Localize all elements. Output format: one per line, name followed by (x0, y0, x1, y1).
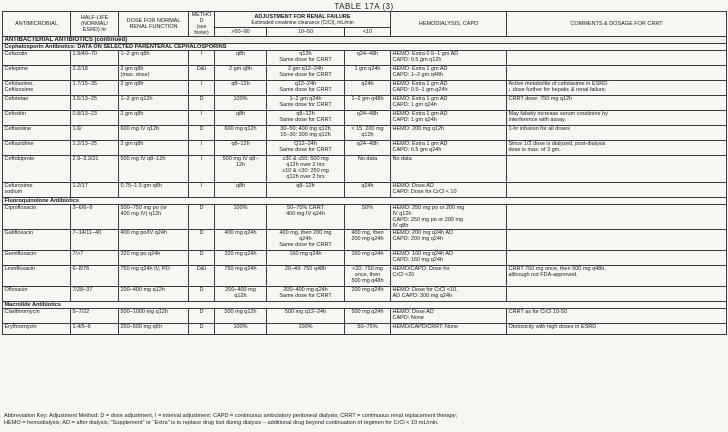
cell-method: I (189, 81, 215, 96)
cell-comments (507, 66, 727, 81)
cell-normal-dose: 0.75–1.5 gm q8h (119, 183, 189, 198)
cell-normal-dose: 600 mg IV q12h (119, 126, 189, 141)
cell-dose-lt10: <20: 750 mg once, then 500 mg q48h (345, 266, 391, 287)
cell-dose-lt10: 200 mg q24h (345, 287, 391, 302)
cell-normal-dose: 750 mg q24h IV, PO (119, 266, 189, 287)
header-antimicrobial: ANTIMICROBIAL (3, 12, 71, 37)
cell-half-life: 1.9/40–70 (71, 51, 119, 66)
cell-normal-dose: 500–1000 mg q12h (119, 309, 189, 324)
cell-method: D (189, 309, 215, 324)
cell-dose-10-50: q8–12h (267, 183, 345, 198)
cell-normal-dose: 500–750 mg po (or 400 mg IV) q12h (119, 205, 189, 230)
cell-half-life: 1.4/5–6 (71, 324, 119, 335)
cell-dose-lt10: < 15: 200 mg q12h (345, 126, 391, 141)
cell-dose-lt10: q24–48h (345, 141, 391, 156)
cell-half-life: 1.2/13–25 (71, 141, 119, 156)
cell-hemodialysis: HEMO: 200 mg q12h (391, 126, 507, 141)
cell-dose-lt10: 500 mg q24h (345, 309, 391, 324)
table-row (3, 96, 727, 111)
table-row (3, 141, 727, 156)
table-row (3, 287, 727, 302)
cell-dose-10-50: 500 mg q12–24h (267, 309, 345, 324)
cell-drug-name: Gatifloxacin (3, 230, 71, 251)
cell-dose-gt50: 100% (215, 205, 267, 230)
cell-hemodialysis: HEMO: Extra 1 gm AD CAPD: 1 gm q24h (391, 96, 507, 111)
footnote-line-2: HEMO = hemodialysis; AD = after dialysis; "Supplement" or "Extra" is to replace drug lost during dialysis – additional drug beyond continuation of regimen for CrCl < 10 mL/min. (4, 420, 439, 426)
cell-dose-lt10: 1–2 gm q48h (345, 96, 391, 111)
header-comments: COMMENTS & DOSAGE FOR CRRT (507, 12, 727, 37)
cell-dose-10-50: q8–12h Same dose for CRRT (267, 111, 345, 126)
cell-drug-name: Ceftazidime (3, 141, 71, 156)
cell-dose-lt10: q24–48h (345, 111, 391, 126)
cell-half-life: 7/>7 (71, 251, 119, 266)
cell-dose-10-50: 400 mg, then 200 mg q24h Same dose for CRRT (267, 230, 345, 251)
cell-hemodialysis: HEMO: 250 mg po or 200 mg IV q12h CAPD: 250 mg po or 200 mg IV q8h (391, 205, 507, 230)
cell-hemodialysis: HEMO: Dose for CrCl <10, AD CAPD: 300 mg q24h (391, 287, 507, 302)
cell-comments: May falsely increase serum creatinine by interference with assay. (507, 111, 727, 126)
header-adjustment (215, 12, 391, 28)
renal-dosing-table (2, 11, 727, 335)
cell-dose-lt10: 400 mg, then 200 mg q24h (345, 230, 391, 251)
cell-dose-gt50: q8h (215, 51, 267, 66)
cell-dose-lt10: 1 gm q24h (345, 66, 391, 81)
cell-dose-gt50: 100% (215, 324, 267, 335)
cell-normal-dose: 400 mg po/IV q24h (119, 230, 189, 251)
cell-dose-gt50: q8–12h (215, 81, 267, 96)
cell-dose-lt10: No data (345, 156, 391, 183)
cell-normal-dose: 200–400 mg q12h (119, 287, 189, 302)
cell-comments (507, 156, 727, 183)
header-half-life: HALF-LIFE (NORMAL/ ESRD) hr (71, 12, 119, 37)
cell-comments: 1-hr infusion for all doses (507, 126, 727, 141)
cell-drug-name: Cefuroxime sodium (3, 183, 71, 198)
cell-drug-name: Levofloxacin (3, 266, 71, 287)
cell-dose-10-50: 1–2 gm q24h Same dose for CRRT (267, 96, 345, 111)
cell-hemodialysis: HEMO: Extra 1 gm AD CAPD: 1–2 gm q48h (391, 66, 507, 81)
cell-dose-10-50: q12h Same dose for CRRT (267, 51, 345, 66)
cell-comments (507, 51, 727, 66)
cell-comments (507, 251, 727, 266)
header-method-label: METHOD (191, 12, 212, 24)
cell-normal-dose: 1–2 gm q12h (119, 96, 189, 111)
cell-dose-gt50: q8–12h (215, 141, 267, 156)
cell-half-life: 7–14/11–40 (71, 230, 119, 251)
cell-method: D (189, 205, 215, 230)
cell-half-life: 1.7/15–35 (71, 81, 119, 96)
table-row (3, 251, 727, 266)
table-row (3, 266, 727, 287)
cell-half-life: 1.2/17 (71, 183, 119, 198)
cell-half-life: 3.5/13–25 (71, 96, 119, 111)
cell-comments (507, 230, 727, 251)
cell-drug-name: Cefazolin (3, 51, 71, 66)
cell-half-life: 3–6/6–9 (71, 205, 119, 230)
cell-hemodialysis: HEMO: Extra 1 gm AD CAPD: 0.5 gm q24h (391, 141, 507, 156)
table-row (3, 156, 727, 183)
cell-hemodialysis: HEMO: Extra 0.5–1 gm AD CAPD: 0.5 gm q12h (391, 51, 507, 66)
cell-dose-10-50: 30–50: 400 mg q12h 15–30: 300 mg q12h (267, 126, 345, 141)
cell-dose-10-50: 200–400 mg q24h Same dose for CRRT (267, 287, 345, 302)
table-row (3, 183, 727, 198)
cell-drug-name: Gemifloxacin (3, 251, 71, 266)
cell-dose-10-50: 20–49: 750 q48h (267, 266, 345, 287)
cell-method: D (189, 324, 215, 335)
cell-half-life: 7/28–37 (71, 287, 119, 302)
cell-hemodialysis: HEMO: Dose AD CAPD: Dose for CrCl < 10 (391, 183, 507, 198)
cell-normal-dose: 2 gm q8h (119, 141, 189, 156)
table-row (3, 324, 727, 335)
cell-dose-10-50: q12–24h Same dose for CRRT (267, 81, 345, 96)
cell-method: I (189, 51, 215, 66)
cell-dose-10-50: 100% (267, 324, 345, 335)
abbreviation-key (4, 413, 724, 427)
cell-normal-dose: 2 gm q8h (max. dose) (119, 66, 189, 81)
cell-dose-lt10: q24h (345, 81, 391, 96)
header-method-note: (see footer) (194, 24, 209, 36)
table-row (3, 66, 727, 81)
header-crcl-gt50: >50–90 (215, 28, 267, 37)
cell-dose-gt50: q8h (215, 183, 267, 198)
cell-hemodialysis: HEMO: 160 mg q24h AD CAPD: 160 mg q24h (391, 251, 507, 266)
cell-dose-10-50: 160 mg q24h (267, 251, 345, 266)
header-dose: DOSE FOR NORMAL RENAL FUNCTION (119, 12, 189, 37)
cell-hemodialysis: HEMO: Dose AD CAPD: None (391, 309, 507, 324)
cell-hemodialysis: HEMO/CAPD: Dose for CrCl <20 (391, 266, 507, 287)
cell-dose-gt50: 600 mg q12h (215, 126, 267, 141)
cell-half-life: 2.2/18 (71, 66, 119, 81)
cell-dose-gt50: 500 mg IV q8– 12h (215, 156, 267, 183)
table-row (3, 126, 727, 141)
cell-drug-name: Cefoxitin (3, 111, 71, 126)
cell-drug-name: Clarithromycin (3, 309, 71, 324)
cell-hemodialysis: HEMO: Extra 1 gm AD CAPD: 0.5–1 gm q24h (391, 81, 507, 96)
cell-dose-lt10: q24–48h (345, 51, 391, 66)
header-adjustment-label: ADJUSTMENT FOR RENAL FAILURE (254, 13, 351, 20)
cell-method: D&I (189, 266, 215, 287)
table-row (3, 205, 727, 230)
section-row (3, 37, 727, 44)
cell-dose-10-50: 50–75% CRRT 400 mg IV q24h (267, 205, 345, 230)
cell-drug-name: Ceftobiprole (3, 156, 71, 183)
cell-drug-name: Cefotaxime, Ceftizoxime (3, 81, 71, 96)
cell-comments (507, 287, 727, 302)
cell-hemodialysis: No data (391, 156, 507, 183)
cell-dose-10-50: Q12–24h Same dose for CRRT (267, 141, 345, 156)
cell-half-life: 5–7/22 (71, 309, 119, 324)
cell-comments: Ototoxicity with high doses in ESRD (507, 324, 727, 335)
cell-normal-dose: 320 mg po q24h (119, 251, 189, 266)
table-row (3, 309, 727, 324)
cell-comments: CRRT as for CrCl 10-50 (507, 309, 727, 324)
table-row (3, 81, 727, 96)
cell-dose-gt50: q8h (215, 111, 267, 126)
cell-hemodialysis: HEMO: 200 mg q24h AD CAPD: 200 mg q24h (391, 230, 507, 251)
subsection-title: Cephalosporin Antibiotics: DATA ON SELECTED PARENTERAL CEPHALOSPORINS (3, 44, 727, 51)
header-method (189, 12, 215, 37)
subsection-row (3, 302, 727, 309)
header-crcl-lt10: <10 (345, 28, 391, 37)
cell-method: D (189, 96, 215, 111)
cell-method: D (189, 230, 215, 251)
cell-half-life: 0.8/13–23 (71, 111, 119, 126)
cell-drug-name: Cefepime (3, 66, 71, 81)
cell-comments: Since 1/2 dose is dialyzed, post-dialysis dose is max. of 3 gm. (507, 141, 727, 156)
cell-comments: CRRT 750 mg once, then 500 mg q48h, although not FDA-approved. (507, 266, 727, 287)
cell-method: I (189, 111, 215, 126)
subsection-title: Macrolide Antibiotics (3, 302, 727, 309)
header-adjustment-note: Estimated creatinine clearance (CrCl), mL/min (251, 19, 354, 26)
cell-dose-gt50: 320 mg q24h (215, 251, 267, 266)
cell-drug-name: Erythromycin (3, 324, 71, 335)
cell-hemodialysis: HEMO: Extra 1 gm AD CAPD: 1 gm q24h (391, 111, 507, 126)
section-title: ANTIBACTERIAL ANTIBIOTICS (continued) (3, 37, 727, 44)
header-crcl-10-50: 10–50 (267, 28, 345, 37)
cell-method: I (189, 156, 215, 183)
cell-dose-lt10: 160 mg q24h (345, 251, 391, 266)
subsection-row (3, 198, 727, 205)
cell-dose-lt10: q24h (345, 183, 391, 198)
footnote-line-1: Abbreviation Key: Adjustment Method: D = dose adjustment, I = interval adjustment; CAPD = continuous ambulatory peritoneal dialysis; CRRT = continuous renal replacement therapy; (4, 413, 458, 419)
subsection-title: Fluoroquinolone Antibiotics (3, 198, 727, 205)
cell-method: D (189, 251, 215, 266)
table-row (3, 51, 727, 66)
cell-dose-gt50: 750 mg q24h (215, 266, 267, 287)
cell-method: D (189, 126, 215, 141)
cell-dose-lt10: 50% (345, 205, 391, 230)
header-hemodialysis: HEMODIALYSIS, CAPD (391, 12, 507, 37)
cell-normal-dose: 2 gm q8h (119, 111, 189, 126)
table-row (3, 111, 727, 126)
cell-drug-name: Cefotetan (3, 96, 71, 111)
cell-dose-gt50: 100% (215, 96, 267, 111)
cell-method: D (189, 287, 215, 302)
cell-comments: Active metabolite of cefotaxime in ESRD. ↓ dose further for hepatic & renal failure. (507, 81, 727, 96)
cell-comments: CRRT dose: 750 mg q12h (507, 96, 727, 111)
cell-normal-dose: 2 gm q8h (119, 81, 189, 96)
cell-normal-dose: 500 mg IV q8–12h (119, 156, 189, 183)
cell-dose-gt50: 500 mg q12h (215, 309, 267, 324)
cell-half-life: 6–8/76 (71, 266, 119, 287)
cell-dose-gt50: 2 gm q8h (215, 66, 267, 81)
cell-normal-dose: 250–500 mg q6h (119, 324, 189, 335)
cell-dose-10-50: ≥30 & ≤50: 500 mg q12h over 2 hrs ≥10 & <30: 250 mg q12h over 2 hrs (267, 156, 345, 183)
subsection-row (3, 44, 727, 51)
cell-dose-gt50: 200–400 mg q12h (215, 287, 267, 302)
cell-dose-lt10: 50–75% (345, 324, 391, 335)
cell-comments (507, 205, 727, 230)
cell-drug-name: Ofloxacin (3, 287, 71, 302)
cell-method: D&I (189, 66, 215, 81)
table-row (3, 230, 727, 251)
cell-hemodialysis: HEMO/CAPD/CRRT: None (391, 324, 507, 335)
cell-drug-name: Ceftaroline (3, 126, 71, 141)
cell-method: I (189, 183, 215, 198)
table-title: TABLE 17A (3) (334, 2, 394, 11)
cell-dose-gt50: 400 mg q24h (215, 230, 267, 251)
cell-comments (507, 183, 727, 198)
cell-method: I (189, 141, 215, 156)
cell-drug-name: Ciprofloxacin (3, 205, 71, 230)
cell-half-life: 2.9–3.3/21 (71, 156, 119, 183)
cell-dose-10-50: 2 gm q12–24h Same dose for CRRT (267, 66, 345, 81)
cell-half-life: 1.6/ (71, 126, 119, 141)
cell-normal-dose: 1–2 gm q8h (119, 51, 189, 66)
